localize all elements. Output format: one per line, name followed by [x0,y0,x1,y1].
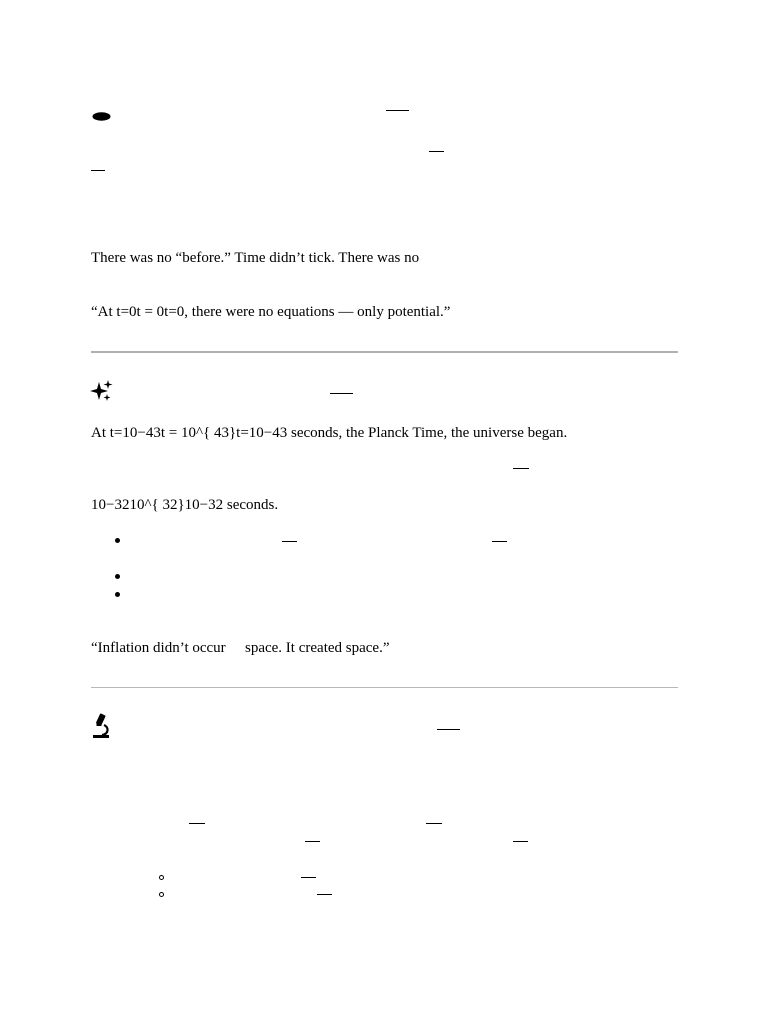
em-dash [429,151,444,152]
em-dash [513,468,529,469]
em-dash [330,393,353,394]
em-dash [282,541,297,542]
em-dash [189,823,205,824]
em-dash [386,110,409,111]
bullet-point [115,592,120,597]
em-dash [437,729,460,730]
bullet-point [115,538,120,543]
paragraph-text: There was no “before.” Time didn’t tick. There was no [91,250,420,266]
paragraph-text: At t=10−43t = 10^{ 43}t=10−43 seconds, the Planck Time, the universe began. [91,425,568,441]
em-dash [426,823,442,824]
em-dash [305,841,320,842]
section-divider [91,351,678,353]
em-dash [492,541,507,542]
microscope-icon [91,713,111,739]
quote-text: “Inflation didn’t occur [91,640,226,656]
black-oval-icon [92,112,111,121]
em-dash [513,841,528,842]
quote-text: space. It created space.” [245,640,390,656]
em-dash [317,894,332,895]
section-divider [91,687,678,688]
sub-bullet-point [159,892,164,897]
em-dash [91,170,105,171]
em-dash [301,877,316,878]
sub-bullet-point [159,875,164,880]
sparkles-icon [90,379,114,403]
bullet-point [115,574,120,579]
quote-text: “At t=0t = 0t=0, there were no equations — only potential.” [91,304,451,320]
paragraph-text: 10−3210^{ 32}10−32 seconds. [91,497,279,513]
